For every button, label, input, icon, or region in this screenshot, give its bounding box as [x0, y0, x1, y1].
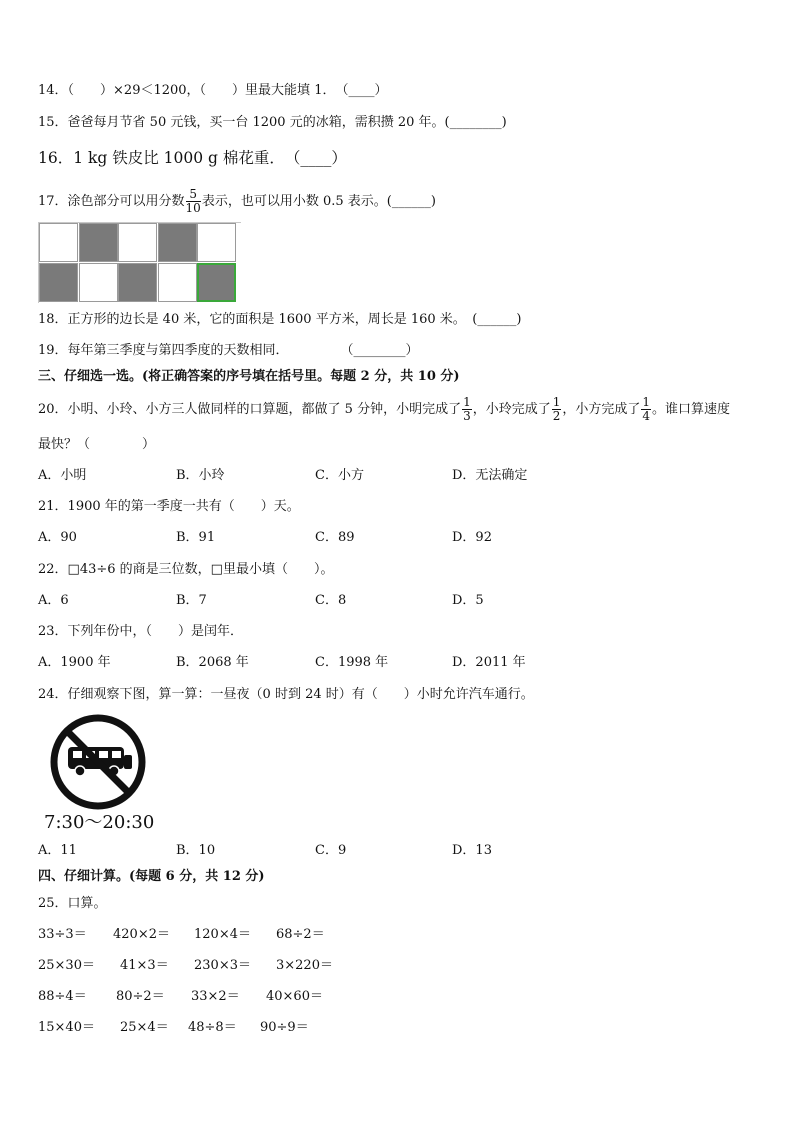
mental-math-item: 25×30＝ [38, 958, 95, 973]
q20-option-c[interactable]: C．小方 [315, 468, 364, 483]
q24-option-a[interactable]: A．11 [38, 843, 77, 858]
grid-cell-shaded [39, 263, 78, 302]
question-14: 14．（ ）×29＜1200，（ ）里最大能填 1． （____） [38, 83, 388, 98]
sign-time-caption: 7:30～20:30 [44, 812, 155, 833]
q22-option-c[interactable]: C．8 [315, 593, 347, 608]
q20-option-b[interactable]: B．小玲 [176, 468, 225, 483]
q24-option-c[interactable]: C．9 [315, 843, 347, 858]
q21-option-c[interactable]: C．89 [315, 530, 355, 545]
mental-math-item: 33×2＝ [191, 989, 240, 1004]
shaded-grid-figure [38, 222, 241, 303]
mental-math-item: 120×4＝ [194, 927, 251, 942]
mental-math-item: 40×60＝ [266, 989, 323, 1004]
question-23: 23．下列年份中，（ ）是闰年． [38, 624, 244, 639]
mental-math-item: 68÷2＝ [276, 927, 325, 942]
q20-option-d[interactable]: D．无法确定 [452, 468, 528, 483]
question-17-text-after: 表示，也可以用小数 0.5 表示。(______) [201, 194, 436, 209]
q24-option-d[interactable]: D．13 [452, 843, 492, 858]
q20-option-a[interactable]: A．小明 [38, 468, 87, 483]
q21-option-b[interactable]: B．91 [176, 530, 216, 545]
section-4-heading: 四、仔细计算。(每题 6 分，共 12 分) [38, 869, 265, 884]
grid-cell-shaded [118, 263, 157, 302]
mental-math-item: 48÷8＝ [188, 1020, 237, 1035]
question-21: 21．1900 年的第一季度一共有（ ）天。 [38, 499, 300, 514]
fraction-denominator: 3 [463, 409, 471, 423]
question-17 [38, 188, 436, 215]
question-20-text: ，小玲完成了 [472, 402, 551, 417]
fraction-denominator: 10 [185, 201, 201, 215]
question-20-line-2: 最快？（ ） [38, 437, 156, 452]
grid-cell-empty [39, 223, 78, 262]
grid-cell-shaded [79, 223, 118, 262]
question-25: 25．口算。 [38, 896, 107, 911]
mental-math-item: 88÷4＝ [38, 989, 87, 1004]
question-20 [38, 396, 730, 423]
question-18: 18．正方形的边长是 40 米，它的面积是 1600 平方米，周长是 160 米。 (______) [38, 312, 522, 327]
q22-option-a[interactable]: A．6 [38, 593, 69, 608]
fraction-one-quarter [641, 396, 651, 423]
fraction-numerator: 5 [186, 188, 201, 202]
section-3-heading: 三、仔细选一选。(将正确答案的序号填在括号里。每题 2 分，共 10 分) [38, 369, 460, 384]
fraction-one-third [462, 396, 472, 423]
mental-math-item: 420×2＝ [113, 927, 170, 942]
grid-cell-shaded [197, 263, 236, 302]
question-20-text: 20．小明、小玲、小方三人做同样的口算题，都做了 5 分钟，小明完成了 [38, 402, 462, 417]
q21-option-a[interactable]: A．90 [38, 530, 77, 545]
fraction-one-half [552, 396, 562, 423]
question-19: 19．每年第三季度与第四季度的天数相同． （________） [38, 343, 419, 358]
q23-option-a[interactable]: A．1900 年 [38, 655, 111, 670]
mental-math-item: 15×40＝ [38, 1020, 95, 1035]
q21-option-d[interactable]: D．92 [452, 530, 492, 545]
mental-math-item: 80÷2＝ [116, 989, 165, 1004]
mental-math-item: 41×3＝ [120, 958, 169, 973]
q23-option-c[interactable]: C．1998 年 [315, 655, 389, 670]
q22-option-b[interactable]: B．7 [176, 593, 207, 608]
q22-option-d[interactable]: D．5 [452, 593, 484, 608]
q23-option-d[interactable]: D．2011 年 [452, 655, 526, 670]
mental-math-item: 230×3＝ [194, 958, 251, 973]
question-16: 16．1 kg 铁皮比 1000 g 棉花重． （____） [38, 149, 347, 167]
question-15: 15．爸爸每月节省 50 元钱，买一台 1200 元的冰箱，需积攒 20 年。(________) [38, 115, 507, 130]
question-20-text: ，小方完成了 [562, 402, 641, 417]
grid-cell-empty [158, 263, 197, 302]
fraction-numerator: 1 [642, 395, 651, 409]
grid-cell-empty [79, 263, 118, 302]
question-17-text-before: 17．涂色部分可以用分数 [38, 194, 185, 209]
q24-option-b[interactable]: B．10 [176, 843, 216, 858]
mental-math-item: 33÷3＝ [38, 927, 87, 942]
q23-option-b[interactable]: B．2068 年 [176, 655, 249, 670]
grid-cell-empty [197, 223, 236, 262]
mental-math-item: 90÷9＝ [260, 1020, 309, 1035]
fraction-5-10 [186, 188, 201, 215]
mental-math-item: 3×220＝ [276, 958, 333, 973]
question-22: 22．□43÷6 的商是三位数，□里最小填（ ）。 [38, 562, 334, 577]
mental-math-item: 25×4＝ [120, 1020, 169, 1035]
no-bus-sign-icon [48, 712, 148, 812]
fraction-numerator: 1 [552, 395, 561, 409]
fraction-denominator: 4 [642, 409, 651, 423]
fraction-numerator: 1 [463, 395, 471, 409]
grid-cell-shaded [158, 223, 197, 262]
fraction-denominator: 2 [552, 409, 561, 423]
question-20-text: 。谁口算速度 [652, 402, 731, 417]
grid-cell-empty [118, 223, 157, 262]
question-24: 24．仔细观察下图，算一算：一昼夜（0 时到 24 时）有（ ）小时允许汽车通行。 [38, 687, 534, 702]
